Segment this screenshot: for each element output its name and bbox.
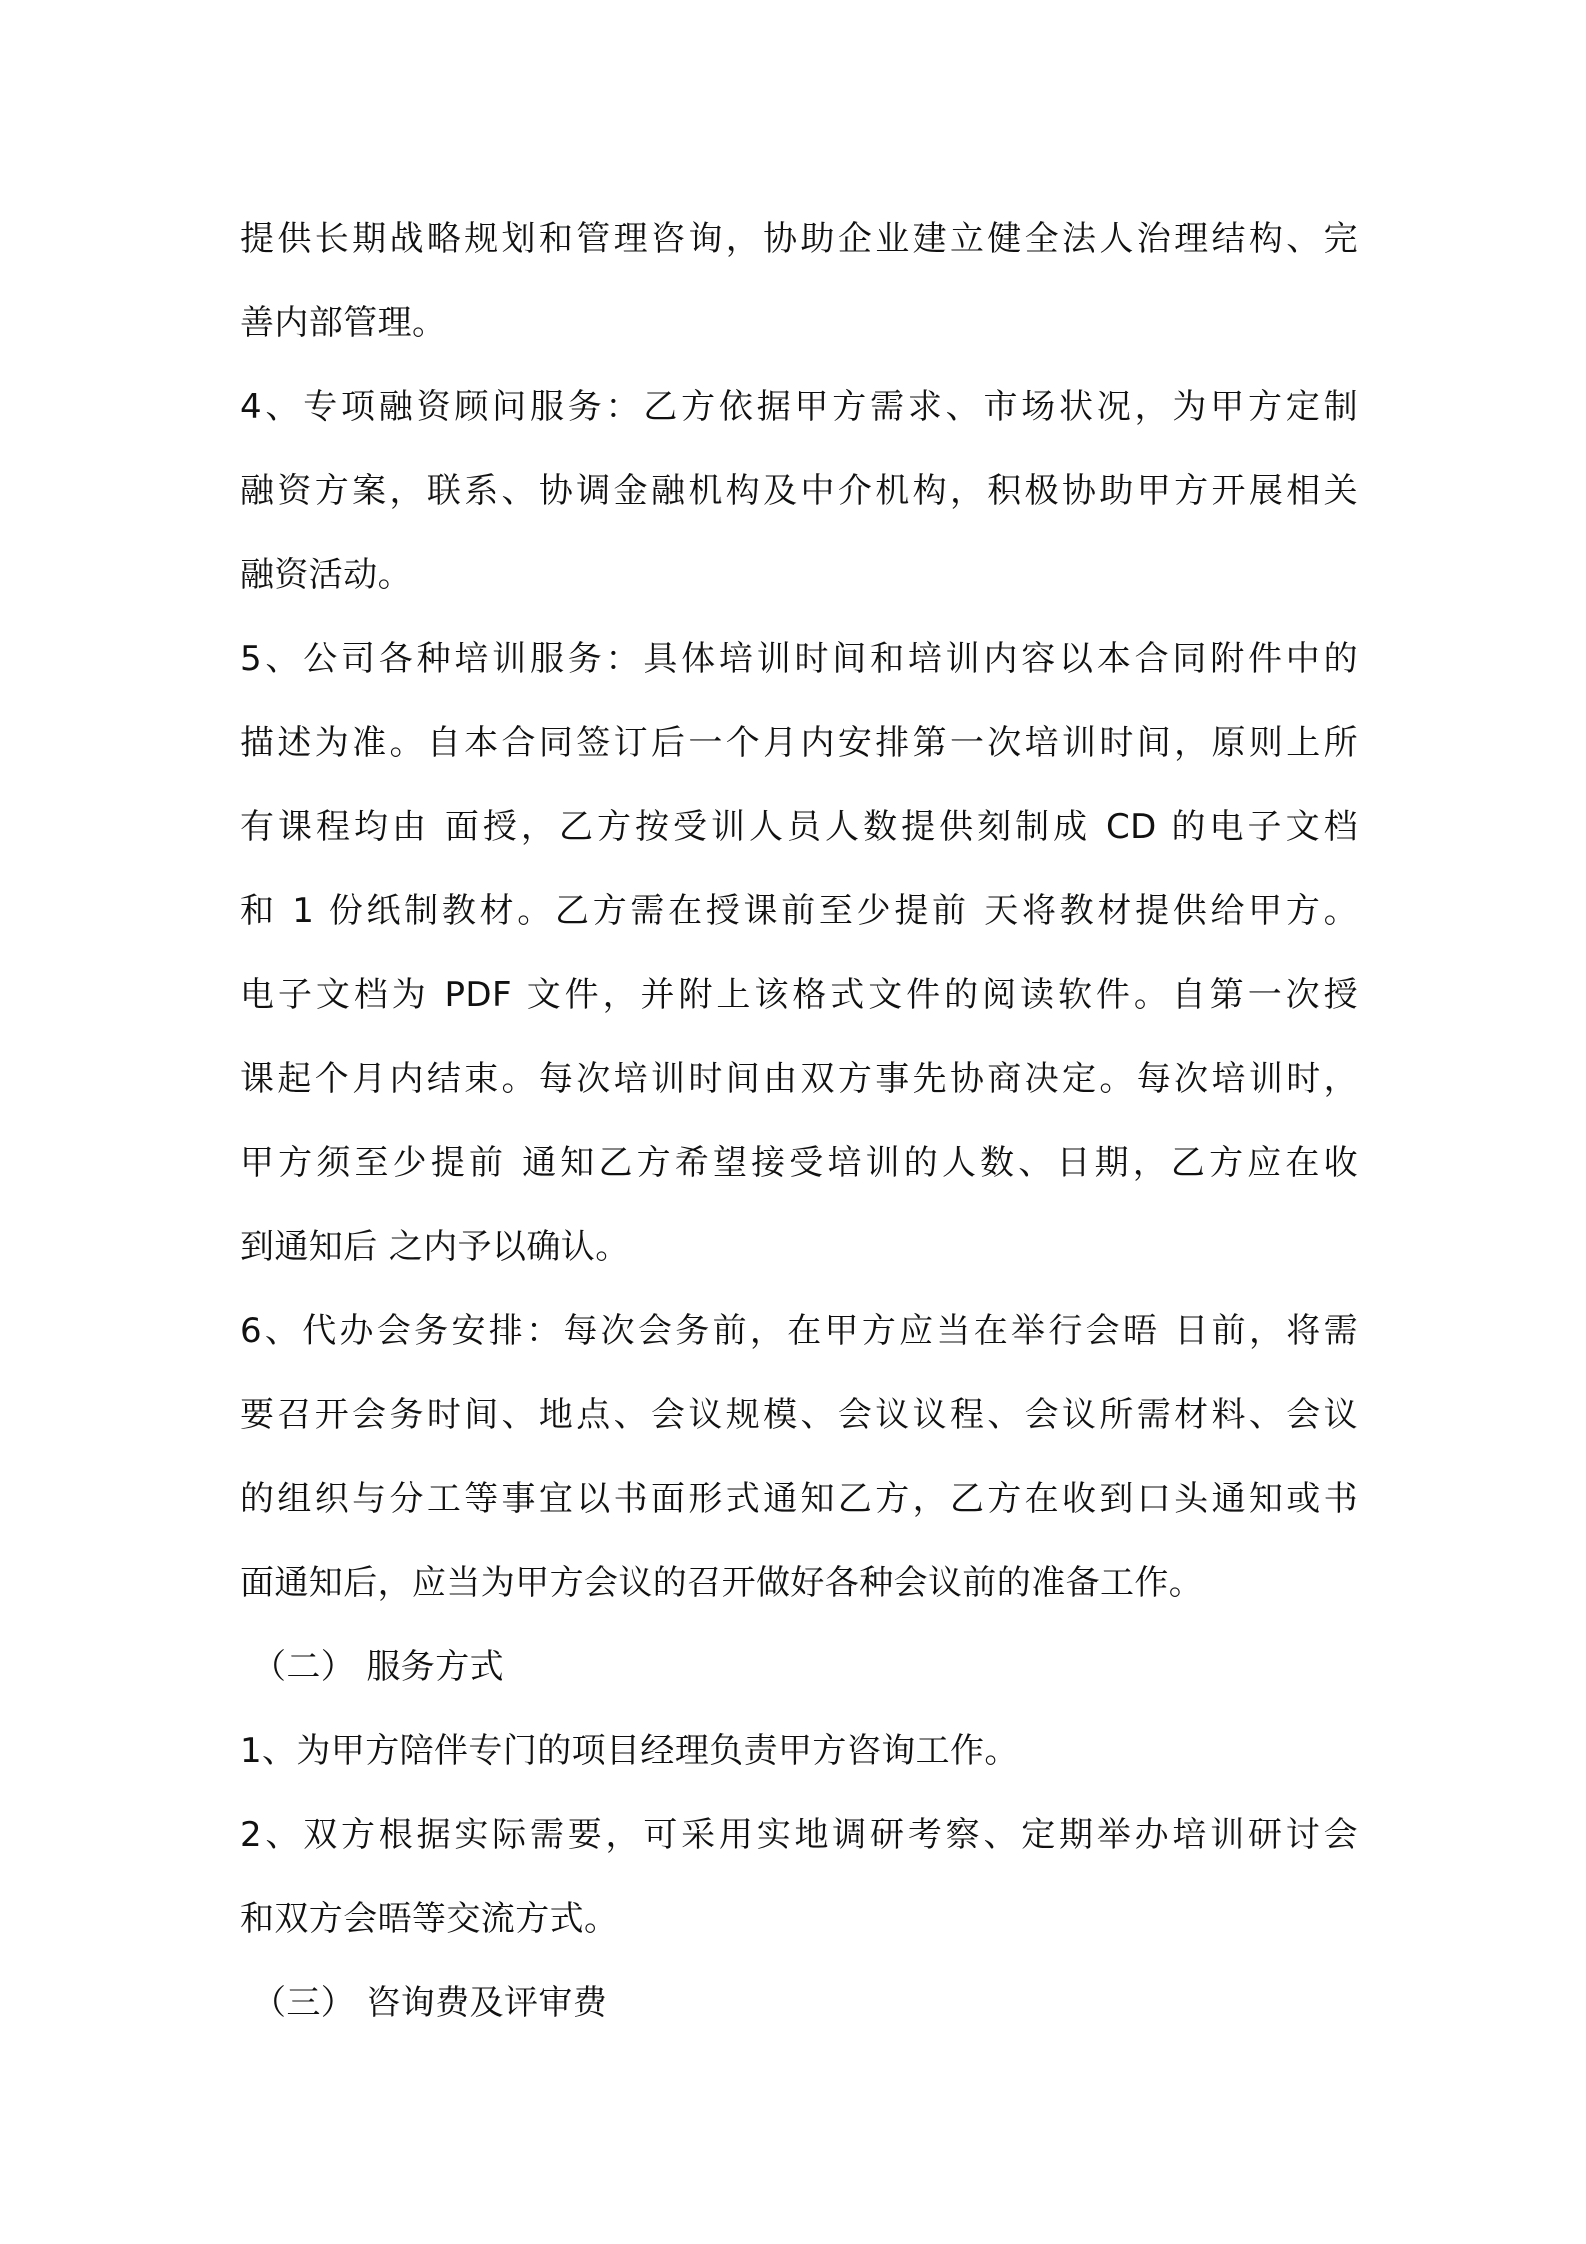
paragraph-line: 电子文档为 PDF 文件，并附上该格式文件的阅读软件。自第一次授: [240, 975, 1358, 1015]
paragraph-line: 甲方须至少提前 通知乙方希望接受培训的人数、日期，乙方应在收: [240, 1143, 1358, 1183]
paragraph-line: 1、为甲方陪伴专门的项目经理负责甲方咨询工作。: [240, 1731, 1019, 1771]
section-heading: （三） 咨询费及评审费: [252, 1983, 608, 2023]
paragraph-line: 2、双方根据实际需要，可采用实地调研考察、定期举办培训研讨会: [240, 1815, 1358, 1855]
paragraph-line: 要召开会务时间、地点、会议规模、会议议程、会议所需材料、会议: [240, 1395, 1358, 1435]
paragraph-line: 面通知后，应当为甲方会议的召开做好各种会议前的准备工作。: [240, 1563, 1204, 1603]
paragraph-line: 的组织与分工等事宜以书面形式通知乙方，乙方在收到口头通知或书: [240, 1479, 1358, 1519]
paragraph-line: 到通知后 之内予以确认。: [240, 1227, 630, 1267]
paragraph-line: 和 1 份纸制教材。乙方需在授课前至少提前 天将教材提供给甲方。: [240, 891, 1358, 931]
paragraph-line: 善内部管理。: [240, 303, 447, 343]
paragraph-line: 提供长期战略规划和管理咨询，协助企业建立健全法人治理结构、完: [240, 219, 1358, 259]
paragraph-line: 和双方会晤等交流方式。: [240, 1899, 619, 1939]
paragraph-line: 有课程均由 面授，乙方按受训人员人数提供刻制成 CD 的电子文档: [240, 807, 1358, 847]
paragraph-line: 融资方案，联系、协调金融机构及中介机构，积极协助甲方开展相关: [240, 471, 1358, 511]
document-body: [240, 197, 1358, 2045]
paragraph-line: 6、代办会务安排：每次会务前，在甲方应当在举行会晤 日前，将需: [240, 1311, 1358, 1351]
paragraph-line: 5、公司各种培训服务：具体培训时间和培训内容以本合同附件中的: [240, 639, 1358, 679]
paragraph-line: 融资活动。: [240, 555, 412, 595]
paragraph-line: 4、专项融资顾问服务：乙方依据甲方需求、市场状况，为甲方定制: [240, 387, 1358, 427]
section-heading: （二） 服务方式: [252, 1647, 505, 1687]
paragraph-line: 描述为准。自本合同签订后一个月内安排第一次培训时间，原则上所: [240, 723, 1358, 763]
paragraph-line: 课起个月内结束。每次培训时间由双方事先协商决定。每次培训时，: [240, 1059, 1358, 1099]
